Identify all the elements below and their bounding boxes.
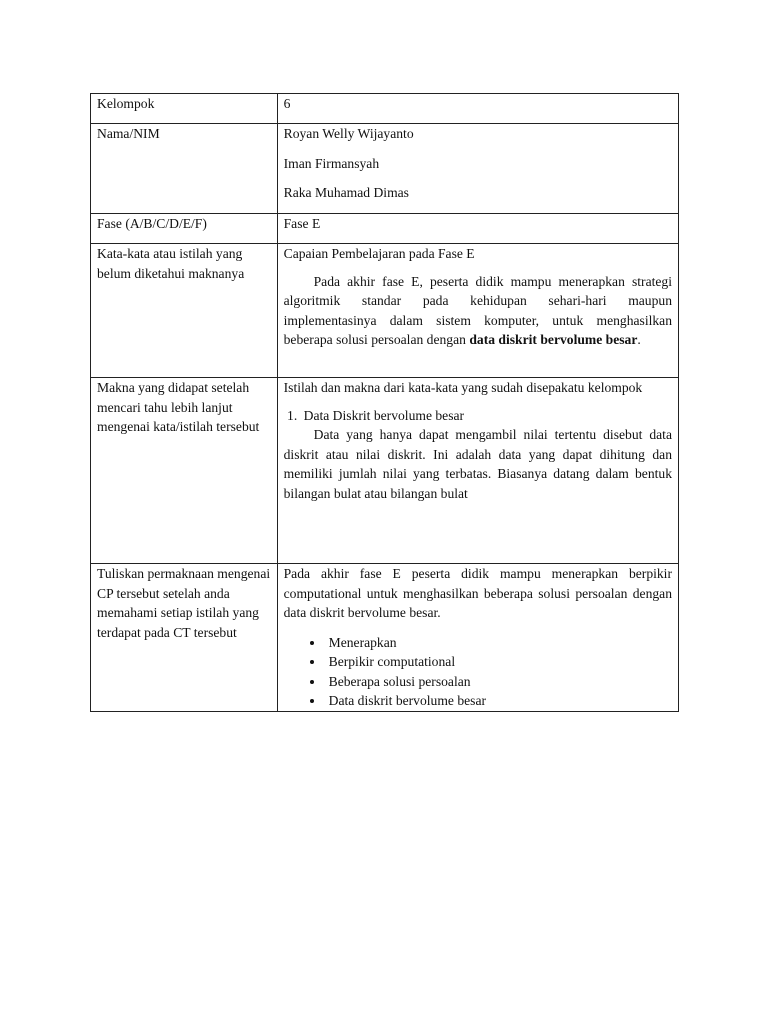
value-makna — [277, 378, 678, 564]
row-kelompok — [91, 94, 679, 124]
label-fase: Fase (A/B/C/D/E/F) — [91, 214, 278, 244]
label-kelompok: Kelompok — [91, 94, 278, 124]
value-permaknaan — [277, 564, 678, 712]
cp-paragraph-bold: data diskrit bervolume besar — [469, 332, 638, 347]
row-permaknaan — [91, 564, 679, 712]
row-kata — [91, 244, 679, 378]
label-permaknaan: Tuliskan permaknaan mengenai CP tersebut setelah anda memahami setiap istilah yang terdapat pada CT tersebut — [91, 564, 278, 712]
label-makna: Makna yang didapat setelah mencari tahu lebih lanjut mengenai kata/istilah tersebut — [91, 378, 278, 564]
row-fase — [91, 214, 679, 244]
member-name: Iman Firmansyah — [283, 155, 380, 171]
permaknaan-paragraph: Pada akhir fase E peserta didik mampu menerapkan berpikir computational untuk menghasilkan beberapa solusi persoalan dengan data diskrit bervolume besar. — [283, 566, 672, 620]
makna-heading: Istilah dan makna dari kata-kata yang sudah disepakatu kelompok — [283, 380, 643, 395]
member-name: Raka Muhamad Dimas — [283, 185, 409, 200]
label-kata: Kata-kata atau istilah yang belum diketahui maknanya — [91, 244, 278, 378]
cp-paragraph-text: Pada akhir fase E, peserta didik mampu menerapkan strategi algoritmik standar pada kehidupan sehari-hari maupun implementasinya dalam sistem komputer, untuk menghasilkan beberapa solusi persoalan dengan — [283, 273, 672, 347]
row-makna — [91, 378, 679, 564]
makna-item-title: Data Diskrit bervolume besar — [303, 407, 465, 423]
makna-item-text: Data yang hanya dapat mengambil nilai tertentu disebut data diskrit atau nilai diskrit. Ini adalah data yang dapat dihitung dan memiliki jumlah nilai yang terbatas. Biasanya datang dalam bentuk bilangan bulat atau bilangan bulat — [283, 427, 672, 501]
permaknaan-bullets — [284, 633, 672, 711]
value-kata — [277, 244, 678, 378]
makna-list — [284, 406, 672, 504]
value-fase: Fase E — [277, 214, 678, 244]
list-item: • Data diskrit bervolume besar — [325, 691, 672, 711]
value-kelompok: 6 — [277, 94, 678, 124]
member-name: Royan Welly Wijayanto — [283, 126, 414, 141]
cp-heading: Capaian Pembelajaran pada Fase E — [283, 246, 475, 261]
row-nama — [91, 124, 679, 214]
list-item: • Berpikir computational — [325, 652, 672, 672]
value-nama — [277, 124, 678, 214]
cp-paragraph — [284, 272, 672, 350]
list-item: • Beberapa solusi persoalan — [325, 672, 672, 692]
cp-paragraph-end: . — [637, 332, 641, 347]
worksheet-table — [90, 93, 679, 712]
list-item: • Menerapkan — [325, 633, 672, 653]
label-nama: Nama/NIM — [91, 124, 278, 214]
list-item — [283, 406, 672, 504]
